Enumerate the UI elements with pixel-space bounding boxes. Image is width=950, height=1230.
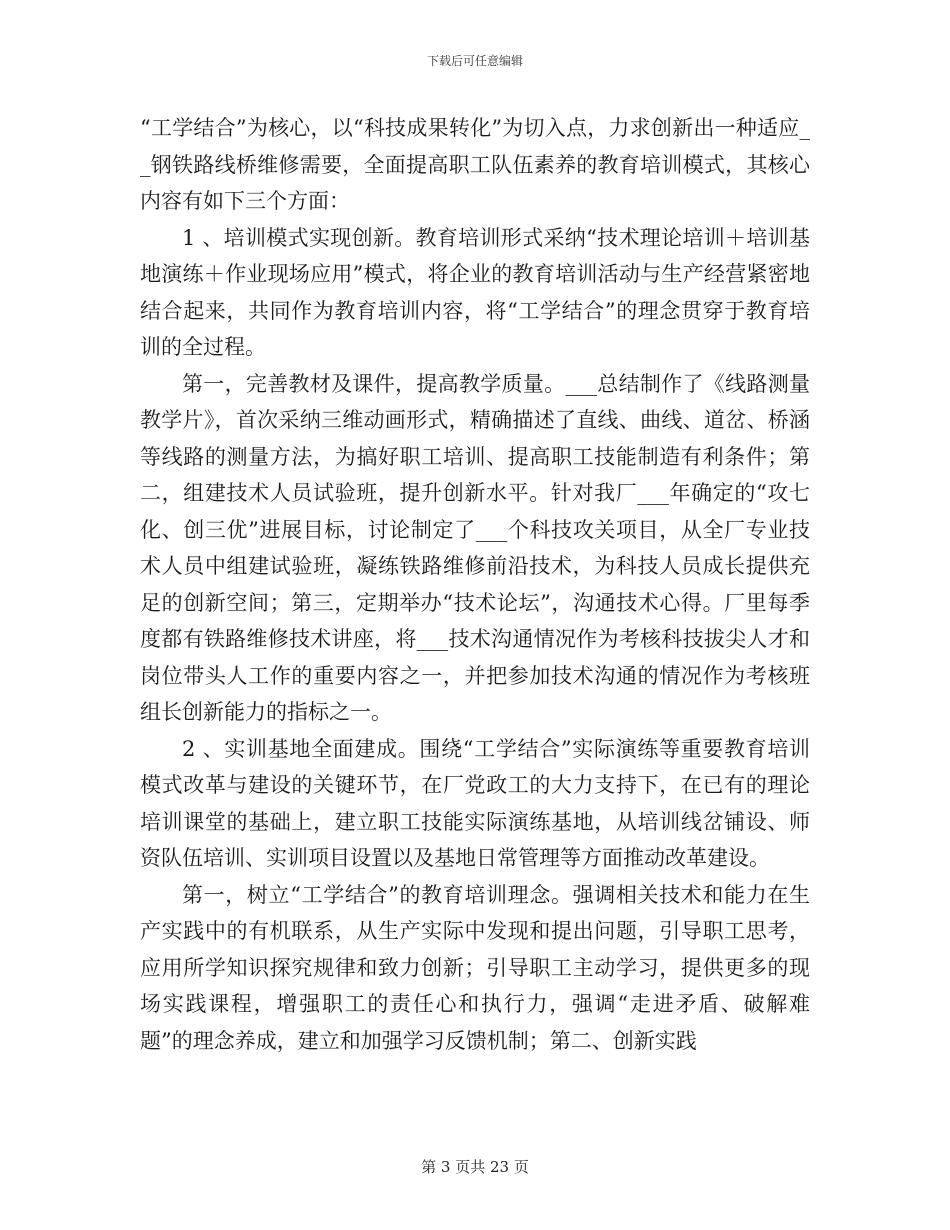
page-header: 下载后可任意编辑 [426, 54, 523, 68]
paragraph-section-2: 2 、实训基地全面建成。围绕“工学结合”实际演练等重要教育培训模式改革与建设的关键环节，在厂党政工的大力支持下，在已有的理论培训课堂的基础上，建立职工技能实际演练基地，从培训线岔铺设、师资队伍培训、实训项目设置以及基地日常管理等方面推动改革建设。 [140, 736, 810, 870]
page-number-footer: 第 3 页共 23 页 [421, 1158, 529, 1176]
paragraph-section-2-details: 第一，树立“工学结合”的教育培训理念。强调相关技术和能力在生产实践中的有机联系，从生产实际中发现和提出问题，引导职工思考，应用所学知识探究规律和致力创新；引导职工主动学习，提供更多的现场实践课程，增强职工的责任心和执行力，强调“走进矛盾、破解难题”的理念养成，建立和加强学习反馈机制；第二、创新实践 [140, 882, 810, 1053]
paragraph-section-1: 1 、培训模式实现创新。教育培训形式采纳“技术理论培训＋培训基地演练＋作业现场应用”模式，将企业的教育培训活动与生产经营紧密地结合起来，共同作为教育培训内容，将“工学结合”的理念贯穿于教育培训的全过程。 [140, 225, 810, 359]
document-body [140, 110, 810, 1059]
paragraph-section-1-details: 第一，完善教材及课件，提高教学质量。___总结制作了《线路测量教学片》，首次采纳三维动画形式，精确描述了直线、曲线、道岔、桥涵等线路的测量方法，为搞好职工培训、提高职工技能制造有利条件；第二，组建技术人员试验班，提升创新水平。针对我厂___年确定的“攻七化、创三优”进展目标，讨论制定了___个科技攻关项目，从全厂专业技术人员中组建试验班，凝练铁路维修前沿技术，为科技人员成长提供充足的创新空间；第三，定期举办“技术论坛”，沟通技术心得。厂里每季度都有铁路维修技术讲座，将___技术沟通情况作为考核科技拔尖人才和岗位带头人工作的重要内容之一，并把参加技术沟通的情况作为考核班组长创新能力的指标之一。 [140, 371, 810, 724]
paragraph-intro: “工学结合”为核心，以“科技成果转化”为切入点，力求创新出一种适应__钢铁路线桥维修需要，全面提高职工队伍素养的教育培训模式，其核心内容有如下三个方面： [140, 116, 810, 213]
